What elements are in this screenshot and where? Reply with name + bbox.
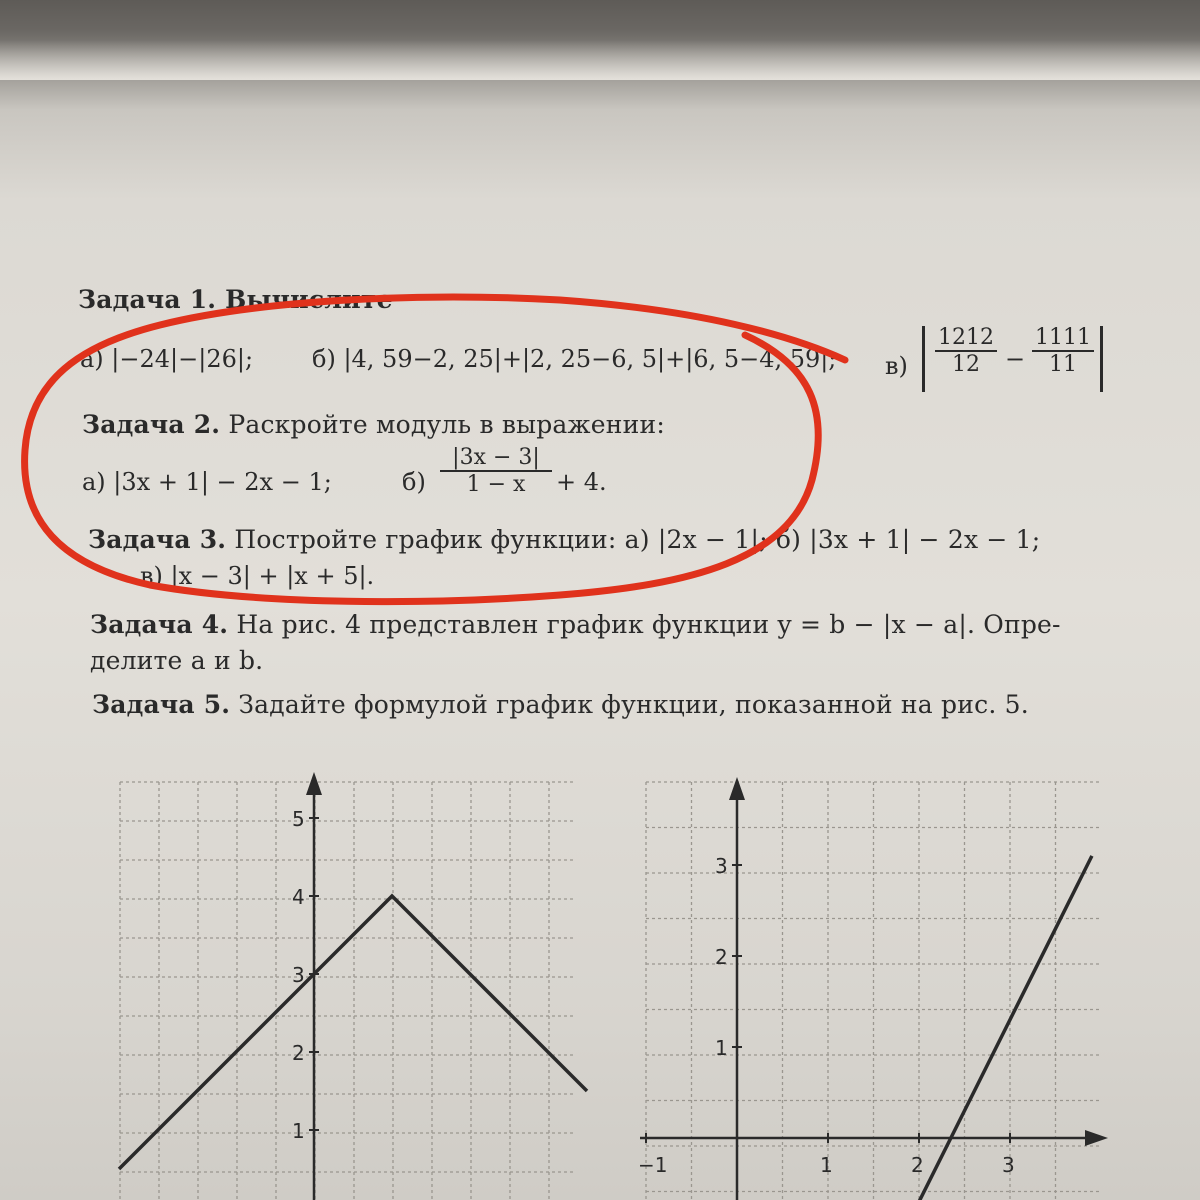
task5-heading: Задача 5. — [92, 690, 231, 719]
task3-item-c: в) |x − 3| + |x + 5|. — [140, 562, 375, 590]
task4-heading: Задача 4. — [90, 610, 229, 639]
fig4-y-arrow — [306, 772, 322, 795]
red-marker-circle — [25, 297, 845, 602]
task1-item-c-label: в) — [885, 352, 908, 380]
task4-line2: делите a и b. — [90, 646, 264, 675]
task2-item-b-tail: + 4. — [556, 468, 607, 496]
fig4-y-tick-label: 3 — [292, 963, 305, 987]
task3-text: Постройте график функции: а) |2x − 1|; б) |3x + 1| − 2x − 1; — [234, 525, 1041, 554]
fig5-y-tick-label: 3 — [715, 854, 728, 878]
task1-heading: Задача 1. Вычислите — [78, 285, 393, 314]
figure-4 — [119, 772, 587, 1200]
task2-fraction-denominator: 1 − x — [466, 472, 526, 497]
fig5-function-line — [919, 856, 1092, 1200]
task4-text: На рис. 4 представлен график функции y = b − |x − a|. Опре- — [236, 610, 1061, 639]
task2-heading: Задача 2. — [82, 410, 221, 439]
fig5-x-tick-label: 1 — [820, 1153, 833, 1177]
fig5-x-arrow — [1085, 1130, 1108, 1146]
task2-text: Раскройте модуль в выражении: — [228, 410, 665, 439]
fig4-y-tick-label: 1 — [292, 1119, 305, 1143]
fig5-y-tick-label: 1 — [715, 1036, 728, 1060]
figure-5 — [638, 777, 1108, 1200]
task5-text: Задайте формулой график функции, показанной на рис. 5. — [238, 690, 1029, 719]
fraction-2-numerator: 1111 — [1032, 325, 1094, 352]
task1-item-a: а) |−24|−|26|; — [80, 345, 254, 373]
fig5-x-tick-label: 3 — [1002, 1153, 1015, 1177]
fraction-1-numerator: 1212 — [935, 325, 997, 352]
fig4-function-line — [119, 896, 587, 1169]
task2-item-a: а) |3x + 1| − 2x − 1; — [82, 468, 332, 496]
task1-minus: − — [1005, 345, 1026, 373]
fig4-y-tick-label: 5 — [292, 807, 305, 831]
task3-heading: Задача 3. — [88, 525, 227, 554]
fig5-x-tick-label: −1 — [638, 1153, 668, 1177]
task1-item-b: б) |4, 59−2, 25|+|2, 25−6, 5|+|6, 5−4, 59|; — [312, 345, 837, 373]
task2-item-b-label: б) — [402, 468, 426, 496]
fraction-1-denominator: 12 — [952, 352, 980, 377]
fig5-y-tick-label: 2 — [715, 945, 728, 969]
fig5-x-tick-label: 2 — [911, 1153, 924, 1177]
fig5-y-arrow — [729, 777, 745, 800]
fraction-2-denominator: 11 — [1049, 352, 1077, 377]
fig4-y-tick-label: 4 — [292, 885, 305, 909]
fig4-y-tick-label: 2 — [292, 1041, 305, 1065]
task2-fraction-numerator: |3x − 3| — [440, 445, 552, 472]
